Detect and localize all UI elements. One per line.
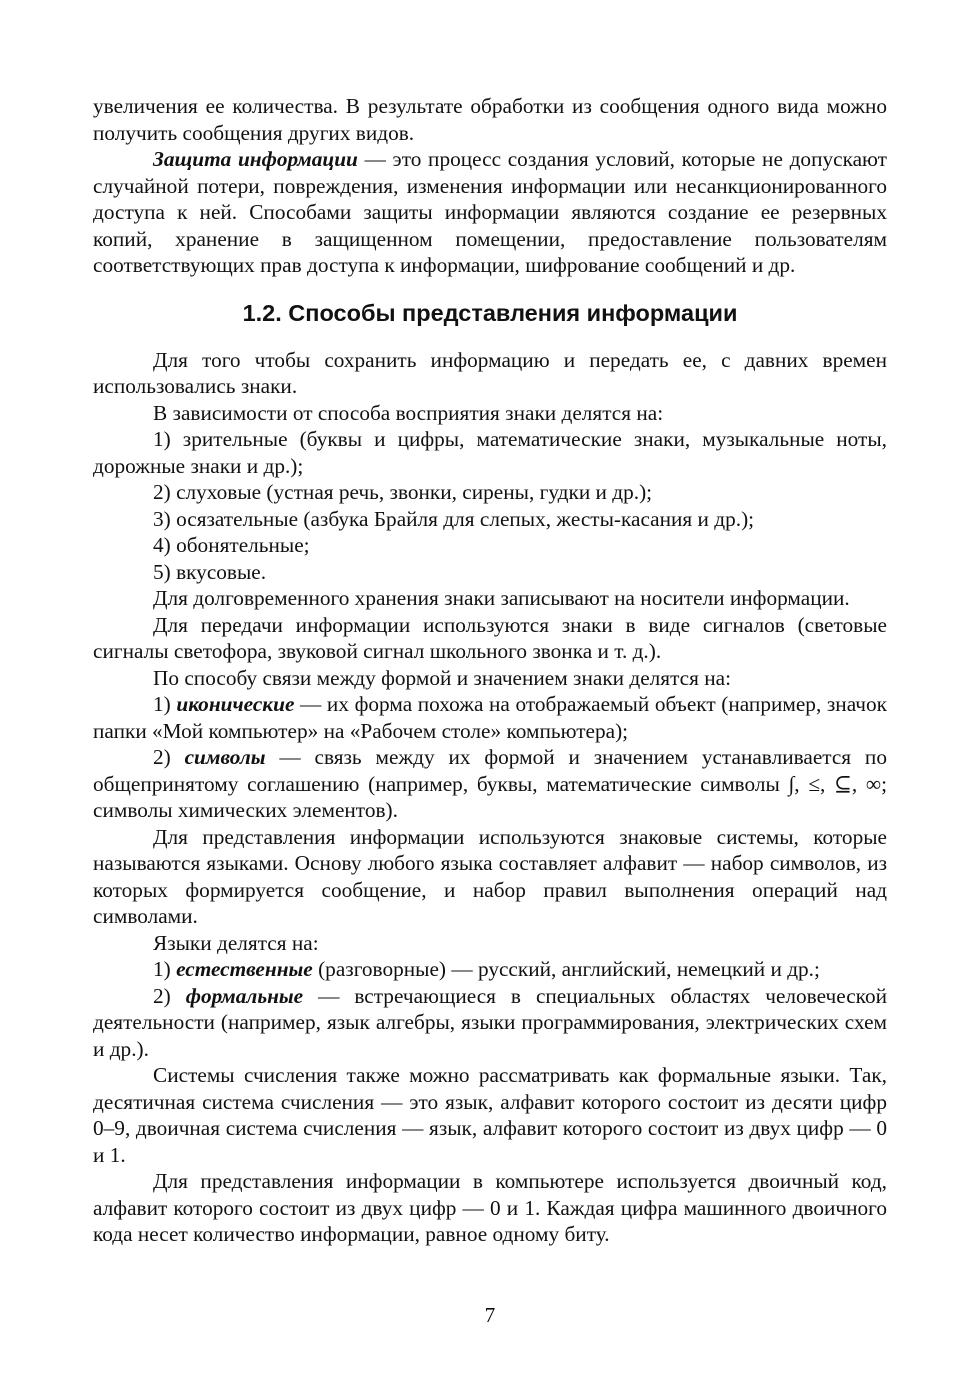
page-body: [93, 93, 887, 1248]
paragraph: Для передачи информации используются знаки в виде сигналов (световые сигналы светофора, звуковой сигнал школьного звонка и т. д.).: [93, 612, 887, 663]
list-item-symbols: [93, 744, 887, 824]
paragraph: По способу связи между формой и значением знаки делятся на:: [153, 665, 732, 690]
list-item: 4) обонятельные;: [153, 533, 310, 557]
section-title: Способы представления информации: [281, 299, 738, 326]
list-item: 1) зрительные (буквы и цифры, математические знаки, музыкальные ноты, дорожные знаки и др.);: [93, 427, 887, 478]
paragraph: Для представления информации в компьютере используется двоичный код, алфавит которого состоит из двух цифр — 0 и 1. Каждая цифра машинного двоичного кода несет количество информации, равное одному биту.: [93, 1169, 887, 1246]
section-number: 1.2.: [242, 299, 282, 326]
list-item: 5) вкусовые.: [153, 559, 267, 584]
section-heading: [93, 299, 887, 327]
list-item-iconic: [93, 691, 887, 744]
paragraph: Для долговременного хранения знаки записывают на носители информации.: [153, 586, 850, 610]
item-number: 1): [153, 957, 177, 981]
paragraph: Системы счисления также можно рассматривать как формальные языки. Так, десятичная система счисления — это язык, алфавит которого состоит из десяти цифр 0–9, двоичная система счисления — язык, алфавит которого состоит из двух цифр — 0 и 1.: [93, 1063, 887, 1167]
formal-definition: — встречающиеся в специальных областях человеческой деятельности (например, язык алгебры, языки программирования, электрических схем и др.).: [93, 983, 887, 1061]
paragraph-intro: увеличения ее количества. В результате обработки из сообщения одного вида можно получить сообщения других видов.: [93, 94, 887, 145]
list-item-natural: [93, 956, 887, 983]
list-item: 3) осязательные (азбука Брайля для слепых, жесты-касания и др.);: [153, 506, 755, 531]
term-symbols: символы: [184, 745, 266, 769]
item-number: 2): [153, 745, 185, 769]
natural-definition: (разговорные) — русский, английский, немецкий и др.;: [312, 957, 820, 981]
term-protection: Защита информации: [153, 147, 358, 171]
item-number: 1): [153, 692, 177, 716]
list-item-formal: [93, 983, 887, 1063]
paragraph: Языки делятся на:: [153, 930, 319, 955]
term-iconic: иконические: [176, 692, 295, 716]
iconic-definition: — их форма похожа на отображаемый объект (например, значок папки «Мой компьютер» на «Рабочем столе» компьютера);: [93, 692, 887, 743]
page-number: 7: [484, 1303, 496, 1327]
symbols-definition: — связь между их формой и значением устанавливается по общепринятому соглашению (например, буквы, математические символы ∫, ≤, ⊆, ∞; символы химических элементов).: [93, 745, 887, 822]
protection-definition: — это процесс создания условий, которые не допускают случайной потери, повреждения, изменения информации или несанкционированного доступа к ней. Способами защиты информации являются создание ее резервных копий, хранение в защищенном помещении, предоставление пользователям соответствующих прав доступа к информации, шифрование сообщений и др.: [93, 147, 887, 277]
term-formal: формальные: [185, 983, 304, 1008]
paragraph: Для представления информации используются знаковые системы, которые называются языками. Основу любого языка составляет алфавит — набор символов, из которых формируется сообщение, и набор правил выполнения операций над символами.: [93, 824, 887, 928]
paragraph: В зависимости от способа восприятия знаки делятся на:: [153, 400, 664, 425]
item-number: 2): [153, 983, 186, 1008]
paragraph-protection: [93, 146, 887, 279]
list-item: 2) слуховые (устная речь, звонки, сирены, гудки и др.);: [153, 480, 653, 504]
paragraph: Для того чтобы сохранить информацию и передать ее, с давних времен использовались знаки.: [93, 347, 887, 398]
term-natural: естественные: [176, 957, 313, 981]
